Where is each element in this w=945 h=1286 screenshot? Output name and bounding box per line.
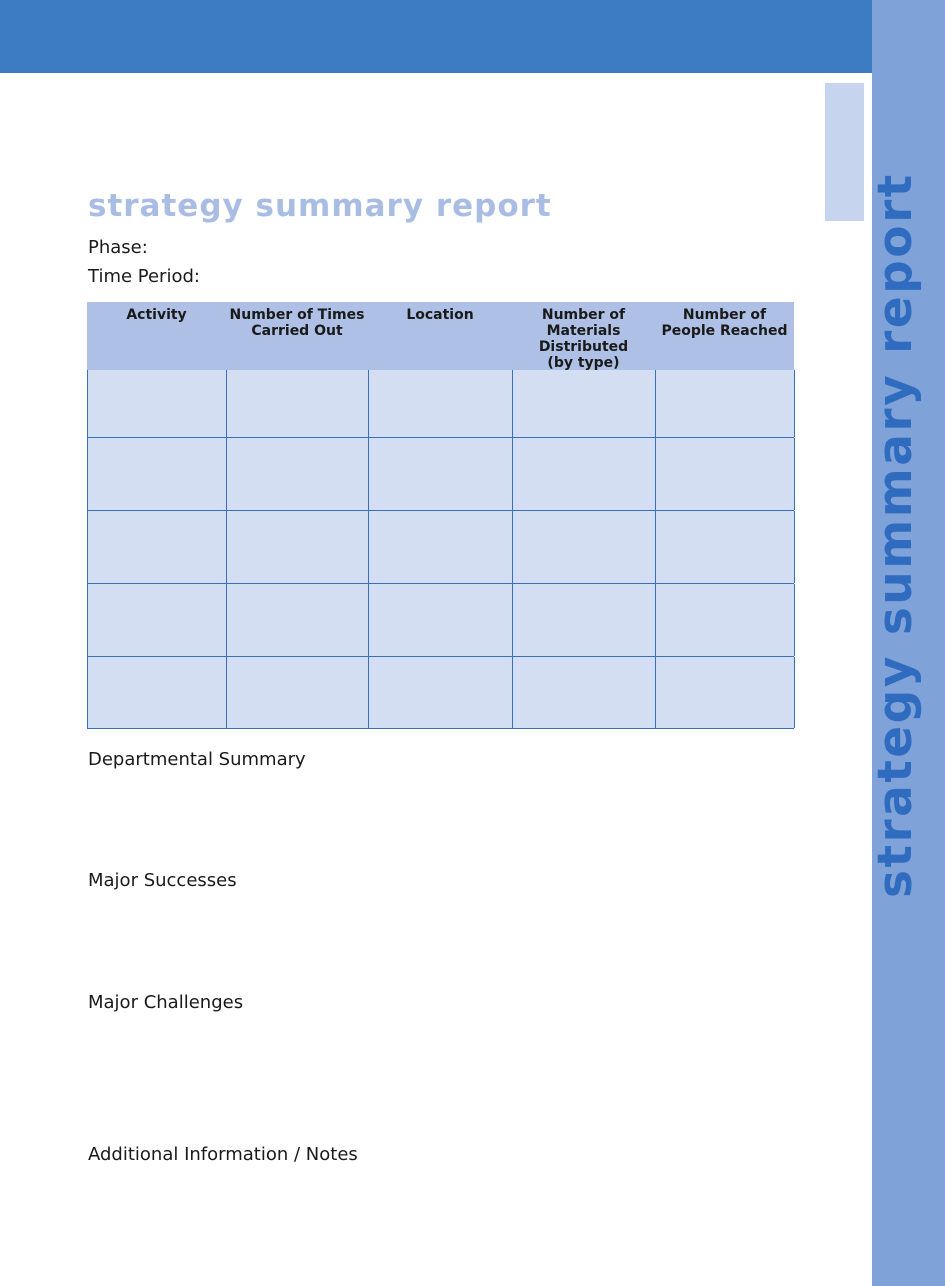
departmental-summary-label: Departmental Summary [88,749,306,770]
table-row [88,370,794,438]
table-cell[interactable] [513,511,656,583]
column-header-materials-distributed: Number of Materials Distributed (by type) [538,307,629,371]
column-header-activity: Activity [126,307,187,323]
activity-table [87,302,794,729]
table-cell[interactable] [369,657,513,728]
table-body [87,370,794,729]
table-cell[interactable] [656,370,795,437]
table-cell[interactable] [656,584,795,656]
table-cell[interactable] [369,438,513,510]
phase-label: Phase: [88,237,148,258]
side-title: strategy summary report [868,172,923,898]
table-cell[interactable] [656,657,795,728]
major-successes-label: Major Successes [88,870,237,891]
table-cell[interactable] [369,584,513,656]
table-cell[interactable] [513,657,656,728]
table-cell[interactable] [513,438,656,510]
table-cell[interactable] [88,511,227,583]
table-cell[interactable] [227,511,369,583]
additional-notes-label: Additional Information / Notes [88,1144,358,1165]
side-tab [825,83,864,221]
table-cell[interactable] [227,438,369,510]
table-cell[interactable] [513,584,656,656]
table-cell[interactable] [227,370,369,437]
table-cell[interactable] [88,438,227,510]
table-cell[interactable] [227,657,369,728]
major-challenges-label: Major Challenges [88,992,244,1013]
column-header-people-reached: Number of People Reached [661,307,788,339]
table-header [87,302,794,370]
table-row [88,511,794,584]
table-cell[interactable] [88,657,227,728]
table-cell[interactable] [656,438,795,510]
table-cell[interactable] [227,584,369,656]
table-row [88,584,794,657]
table-cell[interactable] [656,511,795,583]
page-title: strategy summary report [88,188,552,224]
column-header-location: Location [406,307,474,323]
table-cell[interactable] [88,584,227,656]
table-row [88,657,794,729]
table-cell[interactable] [88,370,227,437]
table-row [88,438,794,511]
column-header-times-carried-out: Number of Times Carried Out [229,307,365,339]
time-period-label: Time Period: [88,266,200,287]
table-cell[interactable] [369,511,513,583]
table-cell[interactable] [513,370,656,437]
table-cell[interactable] [369,370,513,437]
header-bar [0,0,872,73]
